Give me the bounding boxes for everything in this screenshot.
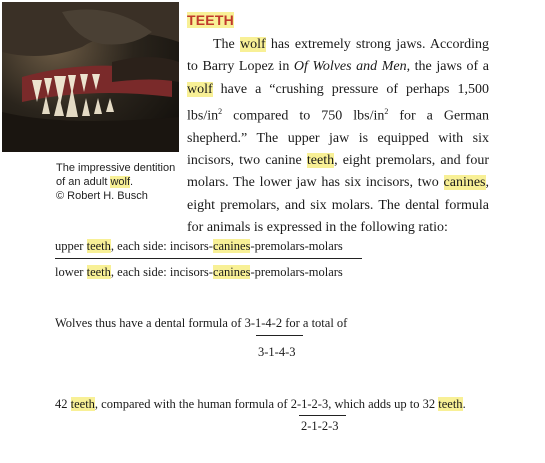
formula-text: upper [55, 239, 87, 253]
section-heading: TEETH [187, 12, 234, 28]
wolves-denominator: 3-1-4-3 [258, 345, 296, 359]
body-text: has extremely strong jaws. According to Barry Lopez in [187, 37, 489, 75]
wolves-text: for a total of [282, 316, 348, 330]
formula-text: , each side: incisors- [110, 265, 213, 279]
caption-text: of an adult [56, 176, 111, 188]
human-fraction-rule [299, 415, 346, 416]
human-text: . [462, 397, 466, 411]
caption-line-2 [56, 175, 182, 189]
highlight-wolf: wolf [110, 176, 130, 188]
body-text: The [213, 37, 241, 52]
human-text: , compared with the human formula of [94, 397, 291, 411]
formula-text: -premolars-molars [250, 265, 343, 279]
photo-caption [56, 161, 182, 203]
body-text: for a German shepherd.” The upper jaw is equipped with six incisors, two canine [187, 108, 489, 169]
formula-text: lower [55, 265, 87, 279]
body-text: compared to 750 lbs/in [222, 108, 385, 124]
highlight-canines: canines [443, 175, 486, 191]
formula-numerator [55, 239, 343, 254]
wolves-fraction-rule [256, 335, 303, 336]
body-text: , eight premolars, and four molars. The lower jaw has six incisors, two [187, 153, 489, 191]
wolf-jaw-illustration [2, 2, 179, 152]
highlight-teeth: teeth [306, 153, 335, 169]
wolves-formula-line [55, 316, 347, 331]
body-text: have a “crushing pressure of perhaps 1,500 lbs/in [187, 81, 489, 124]
caption-credit: © Robert H. Busch [56, 190, 148, 202]
highlight-teeth: teeth [438, 397, 463, 411]
human-text: 42 [55, 397, 71, 411]
human-denominator: 2-1-2-3 [301, 419, 339, 433]
formula-text: -premolars-molars [250, 239, 343, 253]
wolves-text: Wolves thus have a dental formula of [55, 316, 245, 330]
superscript: 2 [218, 106, 223, 116]
superscript: 2 [384, 106, 389, 116]
wolves-numerator: 3-1-4-2 [244, 316, 283, 330]
highlight-canines: canines [212, 265, 251, 279]
body-text: , eight premolars, and six molars. The dental formula for animals is expressed in the following ratio: [187, 175, 489, 236]
book-title: Of Wolves and Men [293, 59, 407, 75]
human-numerator: 2-1-2-3 [290, 397, 329, 411]
highlight-wolf: wolf [187, 81, 213, 97]
body-paragraph [187, 34, 489, 239]
highlight-teeth: teeth [86, 239, 111, 253]
human-formula-line [55, 397, 466, 412]
body-text: , the jaws of a [406, 59, 489, 75]
formula-denominator [55, 265, 343, 280]
highlight-teeth: teeth [70, 397, 95, 411]
caption-line-1: The impressive dentition [56, 162, 176, 174]
wolf-teeth-photo [2, 2, 179, 152]
human-text: , which adds up to 32 [328, 397, 439, 411]
caption-period: . [130, 176, 134, 188]
highlight-wolf: wolf [240, 37, 266, 52]
formula-text: , each side: incisors- [110, 239, 213, 253]
highlight-canines: canines [212, 239, 251, 253]
formula-rule [55, 258, 362, 259]
highlight-teeth: teeth [86, 265, 111, 279]
